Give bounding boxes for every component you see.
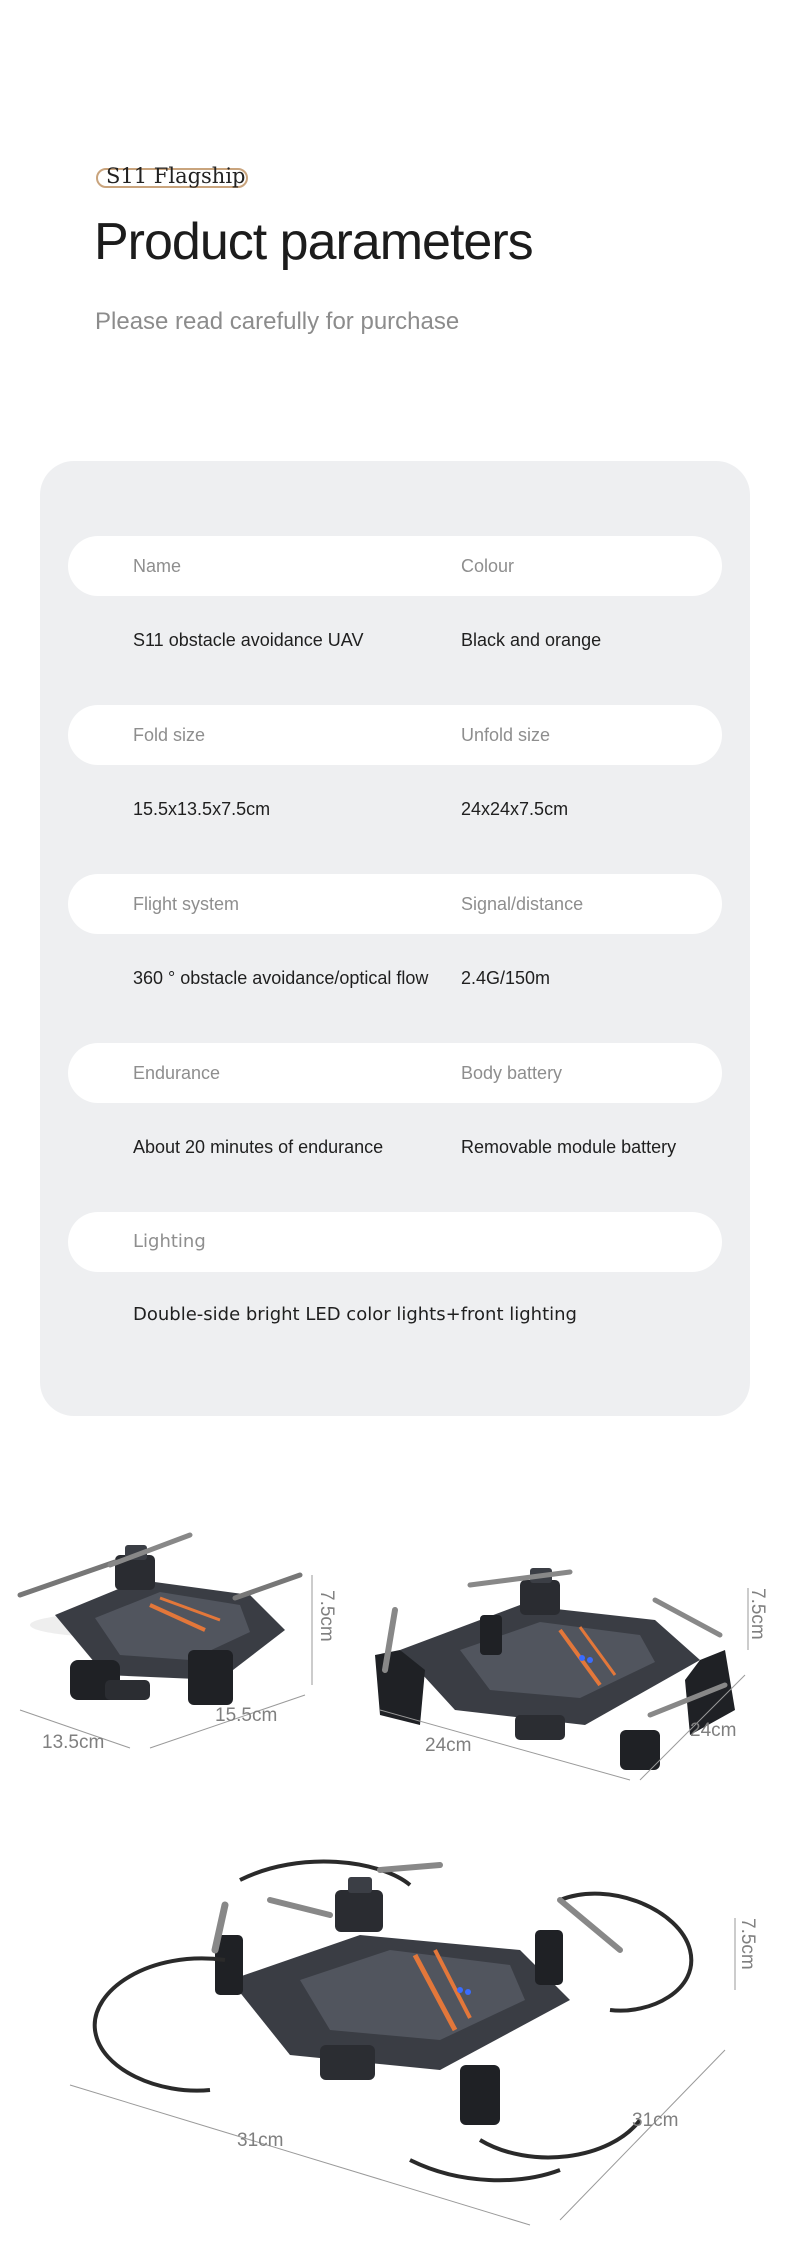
param-row-header	[68, 874, 722, 934]
param-value: Double-side bright LED color lights+front lighting	[133, 1304, 577, 1325]
param-label: Body battery	[461, 1063, 563, 1083]
param-row-header	[68, 536, 722, 596]
param-value: Black and orange	[461, 630, 602, 650]
parameters-card	[40, 461, 750, 1416]
param-value: 15.5x13.5x7.5cm	[133, 799, 271, 819]
folded-length-dim: 15.5cm	[215, 1705, 278, 1726]
folded-width-dim: 13.5cm	[42, 1732, 105, 1753]
param-label: Endurance	[133, 1063, 221, 1083]
param-value: About 20 minutes of endurance	[133, 1137, 384, 1157]
page-title: Product parameters	[94, 213, 533, 271]
param-label: Name	[133, 556, 182, 576]
param-value: S11 obstacle avoidance UAV	[133, 630, 364, 650]
param-label: Unfold size	[461, 725, 551, 745]
param-label: Lighting	[133, 1231, 206, 1252]
param-label: Fold size	[133, 725, 206, 745]
folded-drone-figure	[0, 1510, 790, 1790]
unfolded-length-dim: 24cm	[690, 1720, 737, 1741]
unfolded-height-dim: 7.5cm	[747, 1588, 768, 1640]
unfolded-width-dim: 24cm	[425, 1735, 472, 1756]
param-row-header	[68, 1043, 722, 1103]
guarded-width-dim: 31cm	[237, 2130, 284, 2151]
param-row-header	[68, 1212, 722, 1272]
param-value: 2.4G/150m	[461, 968, 551, 988]
guarded-drone-illustration	[0, 1840, 790, 2230]
guarded-drone-figure	[0, 1840, 790, 2230]
page-subtitle: Please read carefully for purchase	[95, 308, 460, 335]
guarded-height-dim: 7.5cm	[737, 1918, 758, 1970]
model-badge: S11 Flagship	[106, 164, 246, 188]
folded-drone-illustration	[0, 1510, 790, 1790]
guarded-length-dim: 31cm	[632, 2110, 679, 2131]
param-label: Signal/distance	[461, 894, 584, 914]
param-label: Colour	[461, 556, 515, 576]
param-value: 24x24x7.5cm	[461, 799, 569, 819]
param-row-header	[68, 705, 722, 765]
folded-height-dim: 7.5cm	[316, 1590, 337, 1642]
param-value: 360 ° obstacle avoidance/optical flow	[133, 968, 429, 988]
param-label: Flight system	[133, 894, 240, 914]
param-value: Removable module battery	[461, 1137, 677, 1157]
